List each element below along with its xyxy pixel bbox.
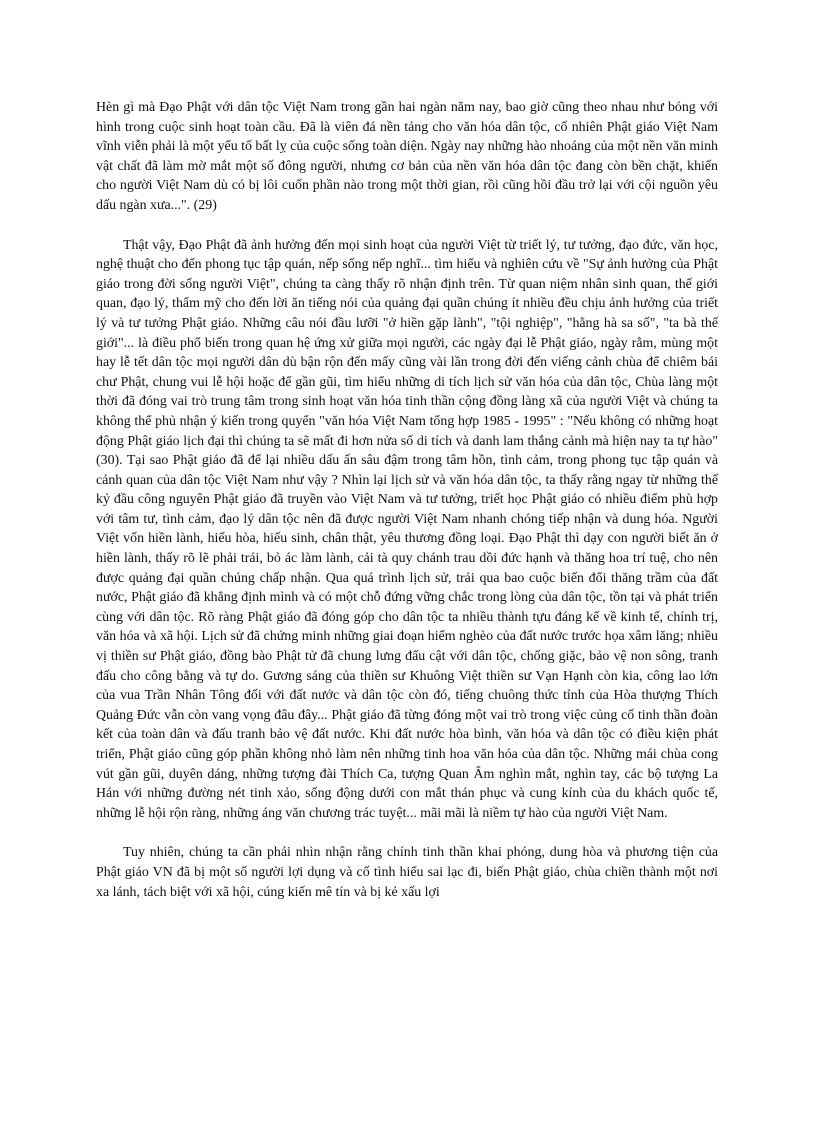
paragraph-1: Hèn gì mà Đạo Phật với dân tộc Việt Nam trong gần hai ngàn năm nay, bao giờ cũng theo nhau như bóng với hình trong cuộc sinh hoạt toàn cầu. Đã là viên đá nền tảng cho văn hóa dân tộc, cố nhiên Phật giáo Việt Nam vĩnh viễn phải là một yếu tố bất lỵ của cuộc sống toàn diện. Ngày nay những hào nhoáng của một nền văn minh vật chất đã làm mờ mắt một số đông người, nhưng cơ bản của nền văn hóa dân tộc đang còn bền chặt, khiến cho người Việt Nam dù có bị lôi cuốn phần nào trong một thời gian, rồi cũng hồi đầu trở lại với cội nguồn yêu dấu ngàn xưa...". (29) (96, 100, 718, 213)
paragraph-2: Thật vậy, Đạo Phật đã ảnh hưởng đến mọi sinh hoạt của người Việt từ triết lý, tư tưởng, đạo đức, văn học, nghệ thuật cho đến phong tục tập quán, nếp sống nếp nghĩ... tìm hiểu và nghiên cứu về "Sự ảnh hưởng của Phật giáo trong đời sống người Việt", chúng ta càng thấy rõ nhận định trên. Từ quan niệm nhân sinh quan, thế giới quan, đạo lý, thẩm mỹ cho đến lời ăn tiếng nói của quảng đại quần chúng ít nhiều đều chịu ảnh hưởng của triết lý và tư tưởng Phật giáo. Những câu nói đầu lưỡi "ở hiền gặp lành", "tội nghiệp", "hằng hà sa số", "ta bà thế giới"... là điều phổ biến trong quan hệ ứng xử giữa mọi người, các ngày đại lễ Phật giáo, ngày rằm, mùng một hay lễ tết dân tộc mọi người dân dù bận rộn đến mấy cũng vài lần trong đời đến viếng cảnh chùa để chiêm bái chư Phật, chung vui lễ hội hoặc để gần gũi, tìm hiểu những di tích lịch sử văn hóa của dân tộc, Chùa làng một thời đã đóng vai trò trung tâm trong sinh hoạt văn hóa tinh thần cộng đồng làng xã của người Việt và chúng ta không thể phủ nhận ý kiến trong quyển "văn hóa Việt Nam tổng hợp 1985 - 1995" : "Nếu không có những hoạt động Phật giáo lịch đại thì chúng ta sẽ mất đi hơn nửa số di tích và danh lam thắng cảnh mà hiện nay ta tự hào" (30). Tại sao Phật giáo đã để lại nhiều dấu ấn sâu đậm trong tâm hồn, tình cảm, trong phong tục tập quán và cảnh quan của dân tộc Việt Nam như vậy ? Nhìn lại lịch sử và văn hóa dân tộc, ta thấy rằng ngay từ những thế kỷ đầu công nguyên Phật giáo đã truyền vào Việt Nam và tư tưởng, triết học Phật giáo có nhiều điểm phù hợp với tâm tư, tình cảm, đạo lý dân tộc nên đã được người Việt Nam nhanh chóng tiếp nhận và dung hóa. Người Việt vốn hiền lành, hiếu hòa, hiếu sinh, chân thật, yêu thương đồng loại. Đạo Phật thì dạy con người biết ăn ở hiền lành, thấy rõ lẽ phải trái, bỏ ác làm lành, cải tà quy chánh trau dồi đức hạnh và thăng hoa trí tuệ, cho nên được quảng đại quần chúng chấp nhận. Qua quá trình lịch sử, trải qua bao cuộc biến đổi thăng trầm của đất nước, Phật giáo đã khẳng định mình và có một chỗ đứng vững chắc trong lòng của dân tộc, tồn tại và phát triển cùng với dân tộc. Rõ ràng Phật giáo đã đóng góp cho dân tộc ta nhiều thành tựu đáng kể về kinh tế, chính trị, văn hóa và xã hội. Lịch sử đã chứng minh những giai đoạn hiểm nghèo của đất nước trước họa xâm lăng; nhiều vị thiền sư Phật giáo, đồng bào Phật tử đã chung lưng đấu cật với dân tộc, chống giặc, bảo vệ non sông, tranh đấu cho công bằng và tự do. Gương sáng của thiền sư Khuông Việt thiền sư Vạn Hạnh còn kia, công lao lớn của vua Trần Nhân Tông đối với đất nước và dân tộc còn đó, tiếng chuông thức tỉnh của Hòa thượng Thích Quảng Đức vẫn còn vang vọng đâu đây... Phật giáo đã từng đóng một vai trò trong việc củng cố tinh thần đoàn kết của toàn dân và đấu tranh bảo vệ đất nước. Khi đất nước hòa bình, văn hóa và dân tộc có điều kiện phát triển, Phật giáo cũng góp phần không nhỏ làm nên những tinh hoa văn hóa của dân tộc. Những mái chùa cong vút gần gũi, duyên dáng, những tượng đài Thích Ca, tượng Quan Âm nghìn mắt, nghìn tay, các bộ tượng La Hán với những đường nét tinh xảo, sống động dưới con mắt thán phục và cung kính của du khách quốc tế, những lễ hội rộn ràng, những áng văn chương trác tuyệt... mãi mãi là niềm tự hào của người Việt Nam. (96, 237, 718, 821)
document-body (96, 98, 718, 922)
paragraph-3: Tuy nhiên, chúng ta cần phải nhìn nhận rằng chính tinh thần khai phóng, dung hòa và phương tiện của Phật giáo VN đã bị một số người lợi dụng và cố tình hiểu sai lạc đi, biến Phật giáo, chùa chiền thành một nơi xa lánh, tách biệt với xã hội, cúng kiến mê tín và bị kẻ xấu lợi (96, 845, 718, 900)
